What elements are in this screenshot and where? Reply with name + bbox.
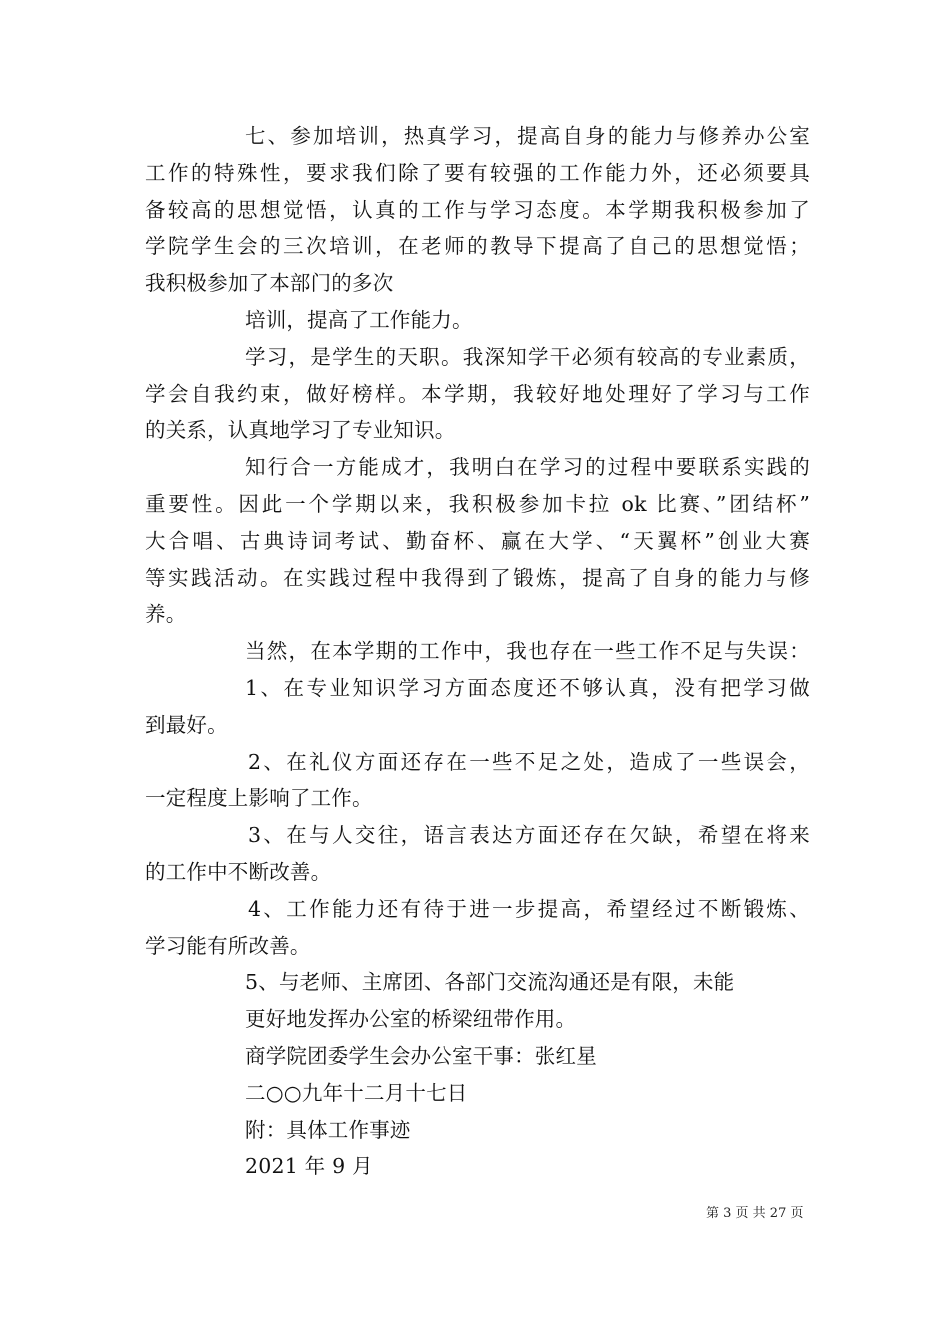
page-number: 第 3 页 共 27 页 xyxy=(706,1206,804,1221)
list-item-line: 的工作中不断改善。 xyxy=(145,859,332,884)
list-item-line: 5、与老师、主席团、各部门交流沟通还是有限，未能 xyxy=(245,970,735,995)
paragraph-line: 备较高的思想觉悟，认真的工作与学习态度。本学期我积极参加了 xyxy=(145,197,810,222)
paragraph-line: 我积极参加了本部门的多次 xyxy=(145,271,394,296)
list-item-line: 更好地发挥办公室的桥梁纽带作用。 xyxy=(245,1007,577,1032)
document-body xyxy=(145,118,810,1185)
paragraph-line: 当然，在本学期的工作中，我也存在一些工作不足与失误： xyxy=(245,639,810,664)
date-line: 二○○九年十二月十七日 xyxy=(245,1080,468,1105)
paragraph-line: 重要性。因此一个学期以来，我积极参加卡拉 ok 比赛、”团结杯” xyxy=(145,491,810,516)
list-item-line: 3、在与人交往，语言表达方面还存在欠缺，希望在将来 xyxy=(248,823,810,848)
paragraph-line: 大合唱、古典诗词考试、勤奋杯、赢在大学、“天翼杯”创业大赛 xyxy=(145,528,810,553)
list-item-line: 学习能有所改善。 xyxy=(145,933,311,958)
paragraph-line: 工作的特殊性，要求我们除了要有较强的工作能力外，还必须要具 xyxy=(145,160,810,185)
signature-line: 商学院团委学生会办公室干事：张红星 xyxy=(245,1043,597,1068)
paragraph-line: 培训，提高了工作能力。 xyxy=(245,307,473,332)
list-item-line: 2、在礼仪方面还存在一些不足之处，造成了一些误会， xyxy=(248,749,810,774)
list-item-line: 1、在专业知识学习方面态度还不够认真，没有把学习做 xyxy=(245,675,810,700)
appendix-line: 附：具体工作事迹 xyxy=(245,1117,411,1142)
paragraph-line: 的关系，认真地学习了专业知识。 xyxy=(145,418,456,443)
paragraph-line: 等实践活动。在实践过程中我得到了锻炼，提高了自身的能力与修 xyxy=(145,565,810,590)
list-item-line: 4、工作能力还有待于进一步提高，希望经过不断锻炼、 xyxy=(248,896,810,921)
date-line: 2021 年 9 月 xyxy=(245,1154,373,1179)
paragraph-line: 学会自我约束，做好榜样。本学期，我较好地处理好了学习与工作 xyxy=(145,381,810,406)
paragraph-line: 学院学生会的三次培训，在老师的教导下提高了自己的思想觉悟； xyxy=(145,234,810,259)
list-item-line: 一定程度上影响了工作。 xyxy=(145,786,373,811)
paragraph-line: 养。 xyxy=(145,602,187,627)
paragraph-line: 知行合一方能成才，我明白在学习的过程中要联系实践的 xyxy=(245,455,810,480)
paragraph-line: 七、参加培训，热真学习，提高自身的能力与修养办公室 xyxy=(245,124,810,148)
list-item-line: 到最好。 xyxy=(145,712,228,737)
paragraph-line: 学习，是学生的天职。我深知学干必须有较高的专业素质， xyxy=(245,344,810,369)
